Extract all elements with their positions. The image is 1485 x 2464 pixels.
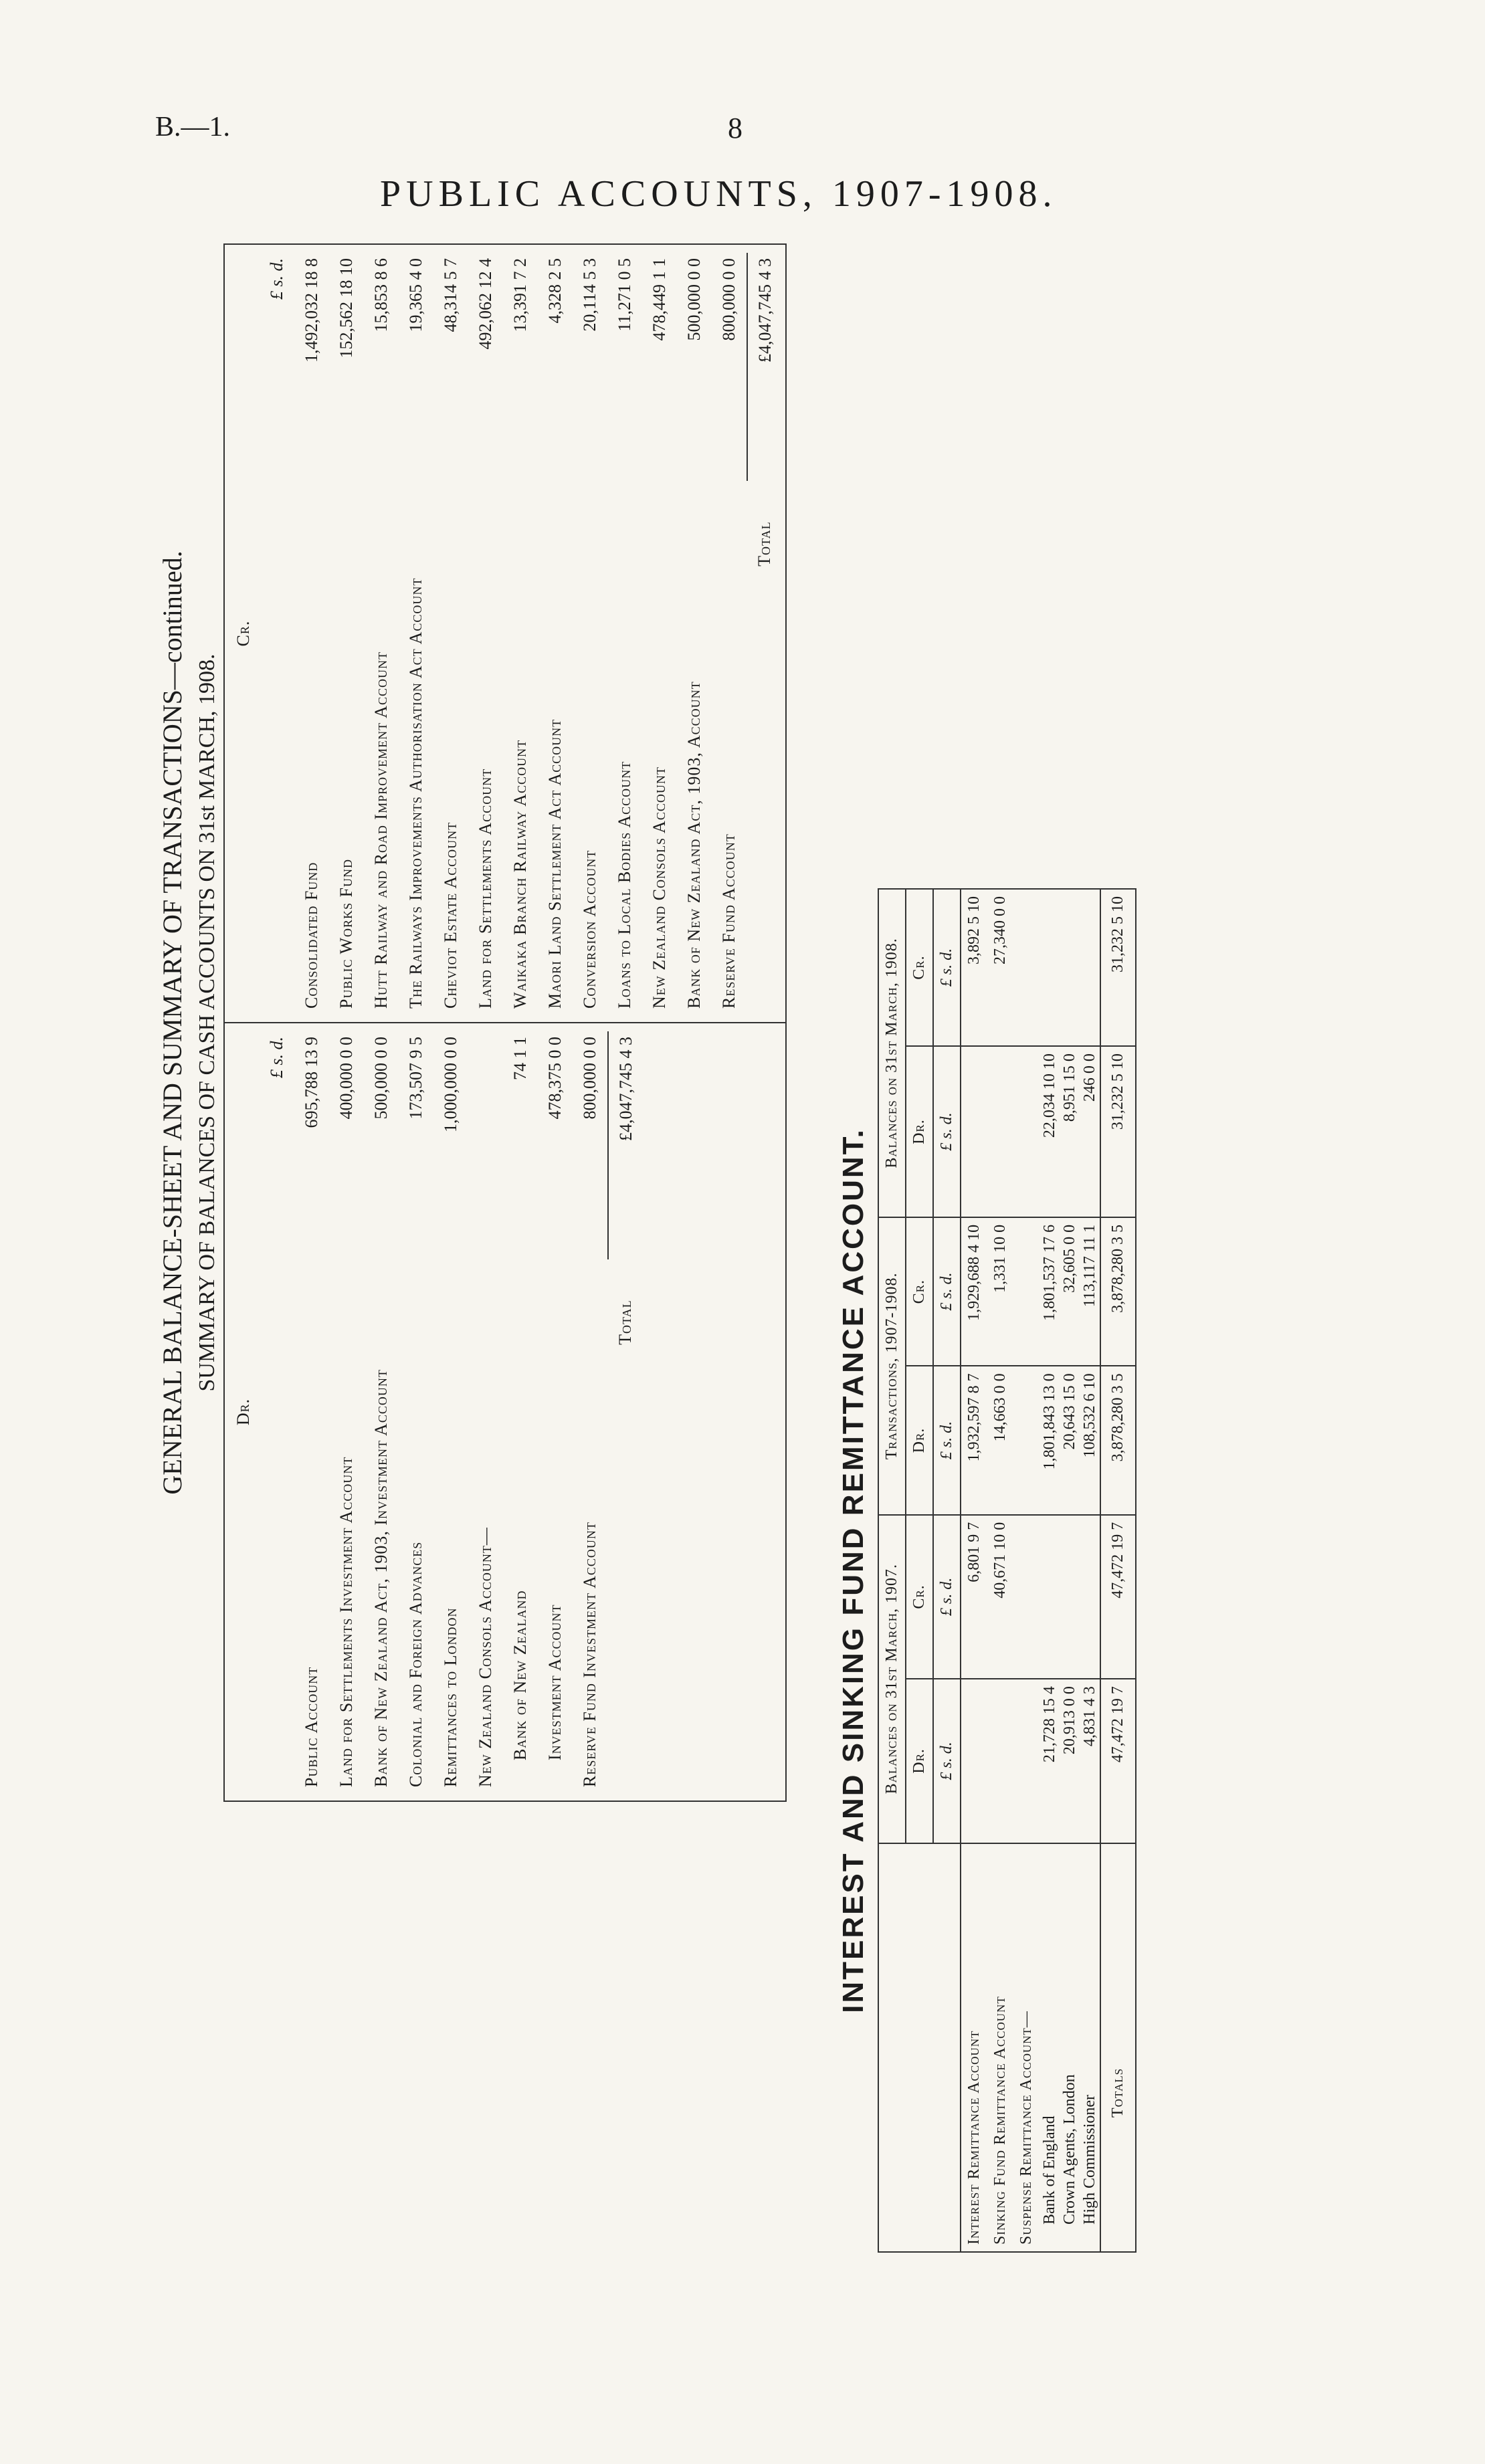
group-header-transactions: Transactions, 1907-1908.	[878, 1217, 906, 1515]
dr-row	[468, 1031, 503, 1792]
cr-subheader: Cr.	[906, 1217, 933, 1366]
amount-cell: 32,605 0 0	[1060, 1217, 1080, 1366]
dr-row	[294, 1031, 329, 1792]
amount-cell	[1013, 1046, 1040, 1217]
dr-row-label: Investment Account	[545, 1604, 565, 1760]
amount-cell	[1013, 1366, 1040, 1514]
cr-row-label: Public Works Fund	[336, 858, 356, 1009]
dr-row	[573, 1031, 608, 1792]
cr-row-amount: 4,328 2 5	[545, 258, 565, 324]
dr-currency-heading: £ s. d.	[267, 1037, 286, 1079]
dr-row-amount: 400,000 0 0	[336, 1037, 356, 1120]
dr-row-label: Bank of New Zealand Act, 1903, Investment Account	[371, 1369, 391, 1787]
amount-cell: 8,951 15 0	[1060, 1046, 1080, 1217]
amount-cell: 27,340 0 0	[987, 889, 1013, 1046]
interest-sinking-table	[878, 888, 1136, 2253]
cr-row-amount: 11,271 0 5	[615, 258, 634, 332]
page-number: 8	[728, 112, 742, 144]
dr-row-label: Reserve Fund Investment Account	[580, 1522, 599, 1787]
cr-row	[294, 253, 329, 1014]
cr-row	[503, 253, 538, 1014]
balance-sheet-subtitle: SUMMARY OF BALANCES OF CASH ACCOUNTS ON 31st MARCH, 1908.	[195, 653, 219, 1392]
amount-cell: 108,532 6 10	[1080, 1366, 1100, 1514]
cr-side	[224, 244, 786, 1023]
amount-cell	[961, 1046, 987, 1217]
account-column-header	[878, 1843, 961, 2252]
amount-cell: 20,913 0 0	[1060, 1679, 1080, 1843]
dr-row	[538, 1031, 573, 1792]
amount-cell	[1013, 1679, 1040, 1843]
account-label: Interest Remittance Account	[965, 2030, 983, 2245]
account-label: Crown Agents, London	[1061, 2074, 1078, 2225]
dr-row	[364, 1031, 399, 1792]
dr-row-label: Land for Settlements Investment Account	[336, 1456, 356, 1787]
page-title: PUBLIC ACCOUNTS, 1907-1908.	[380, 173, 1058, 215]
page-code: B.—1.	[155, 112, 231, 142]
cr-row	[329, 253, 364, 1014]
amount-cell: 21,728 15 4	[1040, 1679, 1060, 1843]
dr-total-amount: £4,047,745 4 3	[608, 1031, 644, 1259]
account-label: Suspense Remittance Account—	[1017, 2011, 1035, 2245]
dr-table	[260, 1031, 644, 1792]
cr-currency-heading: £ s. d.	[267, 258, 286, 300]
table-row	[1013, 889, 1040, 2252]
dr-row-amount: 173,507 9 5	[406, 1037, 425, 1120]
cr-row	[538, 253, 573, 1014]
dr-row-label: Colonial and Foreign Advances	[406, 1541, 425, 1787]
account-label: Sinking Fund Remittance Account	[991, 1996, 1009, 2245]
totals-row	[1100, 889, 1136, 2252]
dr-subheader: Dr.	[906, 1046, 933, 1217]
dr-subheader: Dr.	[906, 1679, 933, 1843]
cr-row-label: The Railways Improvements Authorisation Act Account	[406, 577, 425, 1009]
currency-heading: £ s. d.	[933, 889, 961, 1046]
group-header-balances-1908: Balances on 31st March, 1908.	[878, 889, 906, 1217]
cr-row	[364, 253, 399, 1014]
amount-cell: 6,801 9 7	[961, 1515, 987, 1679]
cr-row-label: Land for Settlements Account	[476, 768, 495, 1009]
cr-row	[399, 253, 433, 1014]
cr-row-label: New Zealand Consols Account	[650, 766, 669, 1009]
amount-cell	[1040, 1515, 1060, 1679]
table-row	[1060, 889, 1080, 2252]
cr-row-label: Bank of New Zealand Act, 1903, Account	[684, 681, 704, 1009]
table-row	[961, 889, 987, 2252]
balance-sheet-title: GENERAL BALANCE-SHEET AND SUMMARY OF TRANSACTIONS—continued.	[157, 550, 187, 1495]
cr-row-amount: 19,365 4 0	[406, 258, 425, 332]
currency-heading: £ s. d.	[933, 1515, 961, 1679]
amount-cell: 4,831 4 3	[1080, 1679, 1100, 1843]
totals-cell: 31,232 5 10	[1100, 889, 1136, 1046]
table-row	[1040, 889, 1060, 2252]
amount-cell	[1013, 1217, 1040, 1366]
cr-row-label: Reserve Fund Account	[719, 833, 738, 1009]
totals-cell: 3,878,280 3 5	[1100, 1217, 1136, 1366]
dr-total-label: Total	[615, 1300, 635, 1345]
amount-cell	[1060, 1515, 1080, 1679]
totals-label: Totals	[1100, 1843, 1136, 2252]
totals-cell: 3,878,280 3 5	[1100, 1366, 1136, 1514]
cr-total-label: Total	[755, 521, 774, 567]
cr-row	[607, 253, 642, 1014]
dr-row-amount: 1,000,000 0 0	[441, 1037, 460, 1132]
balance-sheet-section	[154, 243, 796, 1802]
dr-row-label: Public Account	[302, 1666, 321, 1787]
dr-row-amount: 800,000 0 0	[580, 1037, 599, 1120]
amount-cell: 1,331 10 0	[987, 1217, 1013, 1366]
currency-heading: £ s. d.	[933, 1366, 961, 1514]
totals-cell: 47,472 19 7	[1100, 1515, 1136, 1679]
group-header-balances-1907: Balances on 31st March, 1907.	[878, 1515, 906, 1843]
dr-row	[329, 1031, 364, 1792]
dr-heading: Dr.	[233, 1398, 253, 1426]
cr-row-amount: 152,562 18 10	[336, 258, 356, 358]
dr-row	[433, 1031, 468, 1792]
cr-heading: Cr.	[233, 620, 253, 647]
amount-cell: 3,892 5 10	[961, 889, 987, 1046]
dr-subheader: Dr.	[906, 1366, 933, 1514]
cr-row-amount: 800,000 0 0	[719, 258, 738, 341]
dr-row	[399, 1031, 433, 1792]
cr-row-label: Waikaka Branch Railway Account	[510, 739, 530, 1009]
cr-subheader: Cr.	[906, 1515, 933, 1679]
account-label: Bank of England	[1041, 2116, 1058, 2225]
amount-cell	[1080, 1515, 1100, 1679]
cr-row-amount: 478,449 1 1	[650, 258, 669, 341]
cr-row-label: Consolidated Fund	[302, 861, 321, 1009]
currency-heading: £ s. d.	[933, 1046, 961, 1217]
cr-row	[573, 253, 607, 1014]
account-label: High Commissioner	[1081, 2094, 1098, 2225]
amount-cell	[961, 1679, 987, 1843]
amount-cell	[1040, 889, 1060, 1046]
dr-side	[224, 1023, 786, 1801]
amount-cell: 1,801,537 17 6	[1040, 1217, 1060, 1366]
dr-row-amount	[468, 1031, 503, 1259]
cr-row-label: Conversion Account	[580, 849, 599, 1009]
cr-row	[642, 253, 677, 1014]
interest-sinking-title: INTEREST AND SINKING FUND REMITTANCE ACCOUNT.	[837, 1128, 870, 2013]
totals-cell: 47,472 19 7	[1100, 1679, 1136, 1843]
amount-cell: 1,932,597 8 7	[961, 1366, 987, 1514]
cr-row-amount: 13,391 7 2	[510, 258, 530, 332]
cr-total-amount: £4,047,745 4 3	[747, 253, 783, 481]
amount-cell: 113,117 11 1	[1080, 1217, 1100, 1366]
dr-row-label: Bank of New Zealand	[510, 1590, 530, 1760]
cr-subheader: Cr.	[906, 889, 933, 1046]
cr-row-amount: 48,314 5 7	[441, 258, 460, 332]
dr-row-amount: 500,000 0 0	[371, 1037, 391, 1120]
dr-row-amount: 695,788 13 9	[302, 1037, 321, 1128]
amount-cell	[987, 1679, 1013, 1843]
cr-row-label: Hutt Railway and Road Improvement Account	[371, 651, 391, 1009]
amount-cell: 1,929,688 4 10	[961, 1217, 987, 1366]
dr-row-amount: 74 1 1	[510, 1037, 530, 1080]
dr-row-amount: 478,375 0 0	[545, 1037, 565, 1120]
cr-row-label: Maori Land Settlement Act Account	[545, 718, 565, 1009]
totals-cell: 31,232 5 10	[1100, 1046, 1136, 1217]
amount-cell	[1013, 889, 1040, 1046]
interest-sinking-section	[829, 888, 1311, 2253]
dr-row-label: New Zealand Consols Account—	[476, 1527, 495, 1787]
dr-row-label: Remittances to London	[441, 1607, 460, 1787]
amount-cell: 20,643 15 0	[1060, 1366, 1080, 1514]
cr-row-label: Loans to Local Bodies Account	[615, 760, 634, 1009]
cr-row-amount: 492,062 12 4	[476, 258, 495, 350]
cr-row-amount: 1,492,032 18 8	[302, 258, 321, 363]
cr-row	[433, 253, 468, 1014]
cr-row	[677, 253, 712, 1014]
amount-cell	[987, 1046, 1013, 1217]
amount-cell	[1080, 889, 1100, 1046]
dr-row	[503, 1031, 538, 1792]
cr-row	[712, 253, 747, 1014]
amount-cell: 1,801,843 13 0	[1040, 1366, 1060, 1514]
amount-cell: 22,034 10 10	[1040, 1046, 1060, 1217]
amount-cell: 14,663 0 0	[987, 1366, 1013, 1514]
cr-table	[260, 253, 783, 1014]
cr-row-amount: 20,114 5 3	[580, 258, 599, 332]
table-row	[987, 889, 1013, 2252]
cr-row-amount: 15,853 8 6	[371, 258, 391, 332]
balance-sheet-table	[223, 243, 787, 1802]
amount-cell	[1013, 1515, 1040, 1679]
amount-cell: 246 0 0	[1080, 1046, 1100, 1217]
currency-heading: £ s. d.	[933, 1679, 961, 1843]
amount-cell: 40,671 10 0	[987, 1515, 1013, 1679]
cr-row-label: Cheviot Estate Account	[441, 821, 460, 1009]
table-row	[1080, 889, 1100, 2252]
cr-row-amount: 500,000 0 0	[684, 258, 704, 341]
cr-row	[468, 253, 503, 1014]
amount-cell	[1060, 889, 1080, 1046]
currency-heading: £ s. d.	[933, 1217, 961, 1366]
